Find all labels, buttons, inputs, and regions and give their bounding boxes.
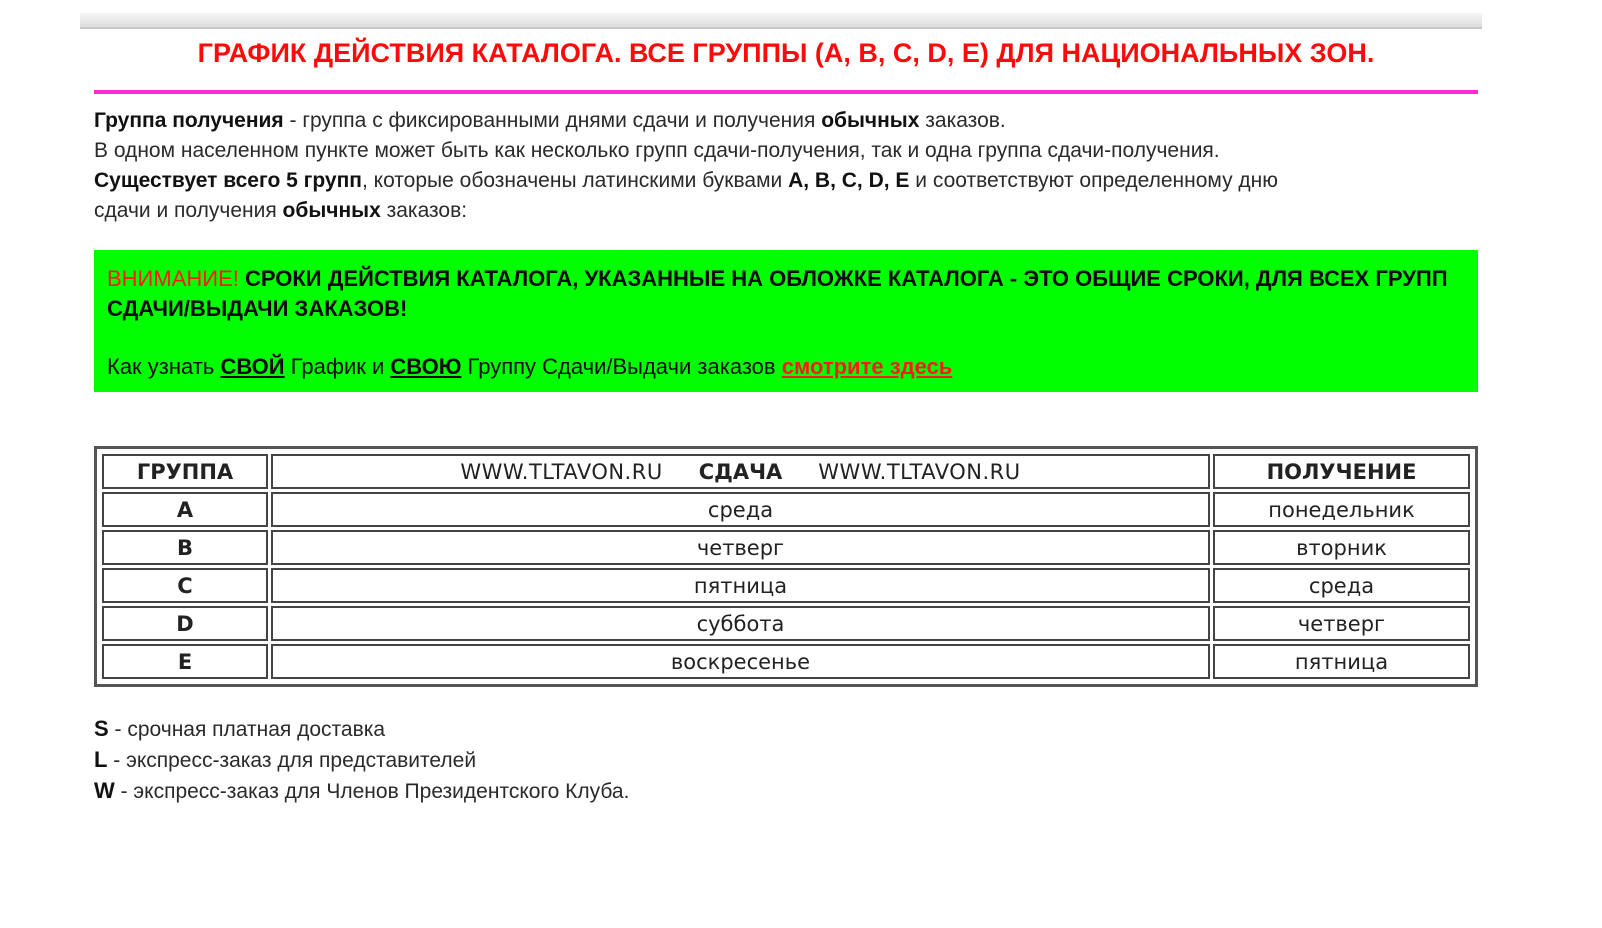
legend-text: - экспресс-заказ для Членов Президентского Клуба. [114,780,630,803]
legend-code: W [94,778,115,803]
how-to-find-line [107,352,1466,382]
intro-text-span: заказов: [380,199,468,222]
legend-item [94,714,629,745]
row-receive-day: четверг [1213,606,1470,641]
table-row [102,606,1470,641]
intro-line-4 [94,196,1494,226]
row-group: B [102,530,268,565]
attention-label: ВНИМАНИЕ! [107,266,239,291]
attention-message [107,264,1466,324]
row-submit-day: воскресенье [271,644,1210,679]
intro-text-span: и соответствуют определенному дню [909,169,1279,192]
row-submit-day: суббота [271,606,1210,641]
intro-bold-span: Существует всего 5 групп [94,169,362,192]
attention-notice-box [94,250,1478,392]
legend-item [94,745,629,776]
how-text-span: График и [284,354,391,379]
intro-text-span: заказов. [919,109,1006,132]
intro-text-span: , которые обозначены латинскими буквами [361,169,789,192]
row-group: E [102,644,268,679]
intro-term: Группа получения [94,109,284,132]
legend-code: S [94,716,109,741]
how-text-span: Группу Сдачи/Выдачи заказов [461,354,782,379]
row-receive-day: пятница [1213,644,1470,679]
intro-bold-span: обычных [821,109,920,132]
intro-line-2: В одном населенном пункте может быть как несколько групп сдачи-получения, так и одна группа сдачи-получения. [94,139,1220,162]
schedule-table [99,451,1473,682]
how-text-span: Как узнать [107,354,221,379]
legend [94,714,629,807]
row-submit-day: пятница [271,568,1210,603]
row-group: D [102,606,268,641]
row-group: A [102,492,268,527]
header-submit-label: СДАЧА [698,459,783,484]
legend-text: - срочная платная доставка [108,718,386,741]
schedule-table-frame [94,446,1478,687]
legend-item [94,776,629,807]
title-divider [94,90,1478,94]
intro-bold-span: A, B, C, D, E [788,169,910,192]
intro-text [94,106,1494,226]
table-header-row [102,454,1470,489]
header-receive: ПОЛУЧЕНИЕ [1213,454,1470,489]
own-emphasis: СВОЮ [390,354,462,379]
header-submit [271,454,1210,489]
browser-toolbar-strip [80,13,1482,29]
legend-text: - экспресс-заказ для представителей [107,749,477,772]
site-url-left: WWW.TLTAVON.RU [460,459,663,484]
row-receive-day: среда [1213,568,1470,603]
row-group: C [102,568,268,603]
table-row [102,530,1470,565]
site-url-right: WWW.TLTAVON.RU [818,459,1021,484]
see-here-link[interactable]: смотрите здесь [781,354,953,379]
page-title: ГРАФИК ДЕЙСТВИЯ КАТАЛОГА. ВСЕ ГРУППЫ (A, B, C, D, E) ДЛЯ НАЦИОНАЛЬНЫХ ЗОН. [197,38,1375,68]
own-emphasis: СВОЙ [220,354,285,379]
intro-line-1 [94,106,1494,136]
row-submit-day: среда [271,492,1210,527]
attention-text: СРОКИ ДЕЙСТВИЯ КАТАЛОГА, УКАЗАННЫЕ НА ОБЛОЖКЕ КАТАЛОГА - ЭТО ОБЩИЕ СРОКИ, ДЛЯ ВСЕХ ГРУПП СДАЧИ/ВЫДАЧИ ЗАКАЗОВ! [107,266,1448,321]
legend-code: L [94,747,108,772]
row-submit-day: четверг [271,530,1210,565]
table-row [102,644,1470,679]
table-row [102,568,1470,603]
row-receive-day: понедельник [1213,492,1470,527]
intro-text-span: - группа с фиксированными днями сдачи и получения [283,109,822,132]
intro-text-span: сдачи и получения [94,199,283,222]
row-receive-day: вторник [1213,530,1470,565]
header-group: ГРУППА [102,454,268,489]
intro-bold-span: обычных [282,199,381,222]
table-row [102,492,1470,527]
intro-line-3 [94,166,1494,196]
